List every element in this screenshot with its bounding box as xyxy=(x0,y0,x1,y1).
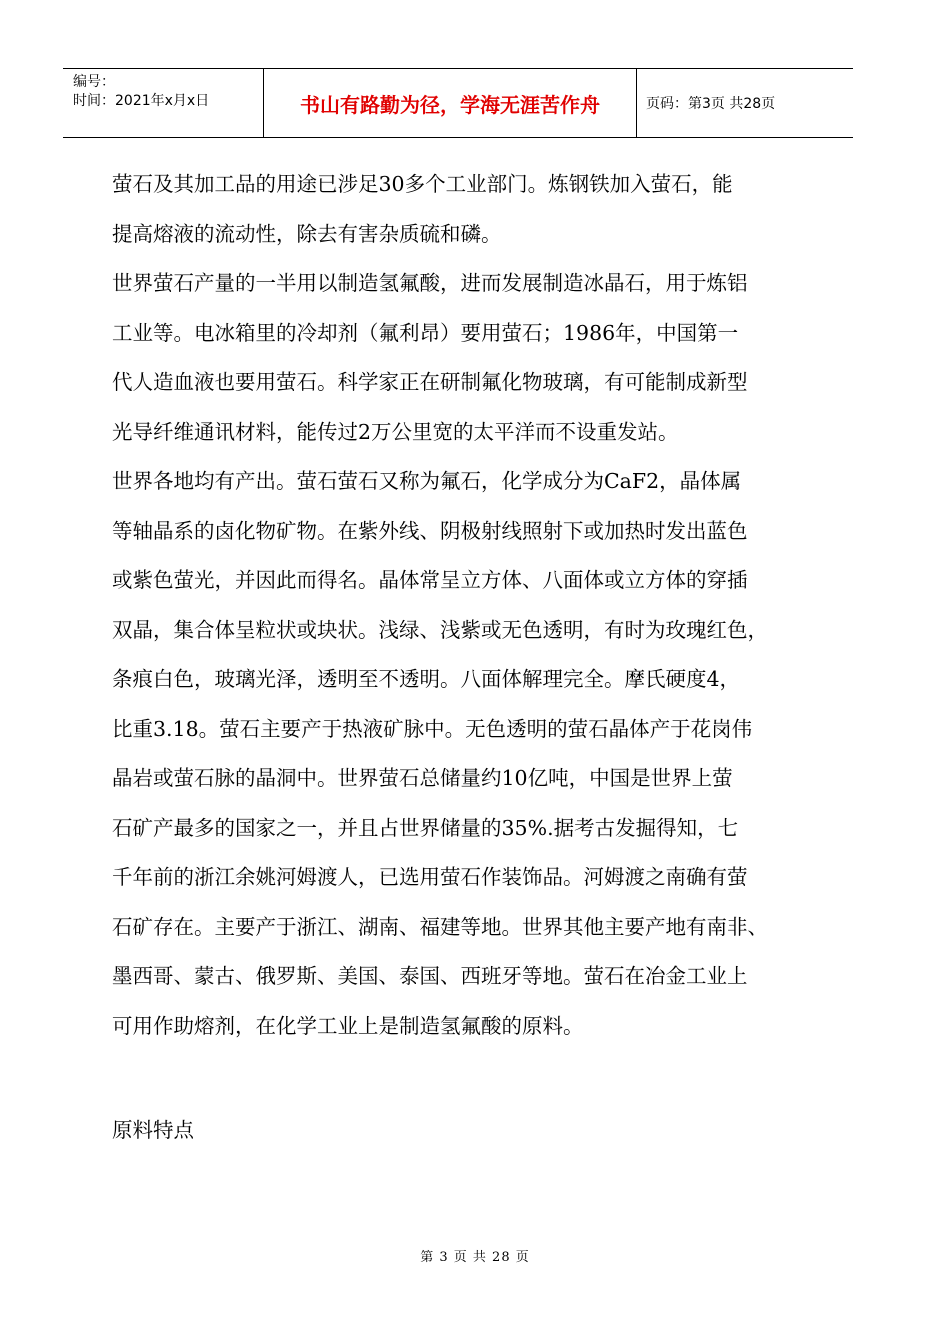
text-line: 条痕白色，玻璃光泽，透明至不透明。八面体解理完全。摩氏硬度4， xyxy=(112,667,741,691)
header-page-cell xyxy=(637,69,853,137)
time-label: 时间：2021年x月x日 xyxy=(73,93,210,109)
text-line: 墨西哥、蒙古、俄罗斯、美国、泰国、西班牙等地。萤石在冶金工业上 xyxy=(112,964,748,988)
page-footer: 第 3 页 共 28 页 xyxy=(420,1250,530,1265)
text-line: 光导纤维通讯材料，能传过2万公里宽的太平洋而不设重发站。 xyxy=(112,419,679,444)
text-line: 千年前的浙江余姚河姆渡人，已选用萤石作装饰品。河姆渡之南确有萤 xyxy=(112,865,748,889)
text-line: 可用作助熔剂，在化学工业上是制造氢氟酸的原料。 xyxy=(112,1013,584,1038)
text-line: 代人造血液也要用萤石。科学家正在研制氟化物玻璃，有可能制成新型 xyxy=(112,370,748,394)
document-header xyxy=(63,68,853,138)
text-line: 比重3.18。萤石主要产于热液矿脉中。无色透明的萤石晶体产于花岗伟 xyxy=(112,716,753,741)
page-label: 页码：第3页 共28页 xyxy=(646,96,776,112)
text-line: 提高熔液的流动性，除去有害杂质硫和磷。 xyxy=(112,221,502,246)
text-line: 萤石及其加工品的用途已涉足30多个工业部门。炼钢铁加入萤石，能 xyxy=(112,172,733,196)
text-line: 世界各地均有产出。萤石萤石又称为氟石，化学成分为CaF2，晶体属 xyxy=(112,469,742,493)
text-line: 或紫色萤光，并因此而得名。晶体常呈立方体、八面体或立方体的穿插 xyxy=(112,568,748,592)
text-line: 工业等。电冰箱里的冷却剂（氟利昂）要用萤石；1986年，中国第一 xyxy=(112,320,739,345)
text-line: 晶岩或萤石脉的晶洞中。世界萤石总储量约10亿吨，中国是世界上萤 xyxy=(112,766,733,790)
text-line: 世界萤石产量的一半用以制造氢氟酸，进而发展制造冰晶石，用于炼铝 xyxy=(112,271,748,295)
header-meta-cell xyxy=(63,69,264,137)
body-text xyxy=(112,160,832,1051)
section-heading: 原料特点 xyxy=(112,1118,194,1142)
text-line: 双晶，集合体呈粒状或块状。浅绿、浅紫或无色透明，有时为玫瑰红色， xyxy=(112,617,768,642)
text-line: 石矿存在。主要产于浙江、湖南、福建等地。世界其他主要产地有南非、 xyxy=(112,914,768,939)
header-motto-cell xyxy=(264,69,637,137)
text-line: 等轴晶系的卤化物矿物。在紫外线、阴极射线照射下或加热时发出蓝色 xyxy=(112,518,748,543)
motto-text: 书山有路勤为径，学海无涯苦作舟 xyxy=(300,92,600,117)
text-line: 石矿产最多的国家之一，并且占世界储量的35%.据考古发掘得知，七 xyxy=(112,815,739,840)
number-label: 编号： xyxy=(73,74,115,90)
